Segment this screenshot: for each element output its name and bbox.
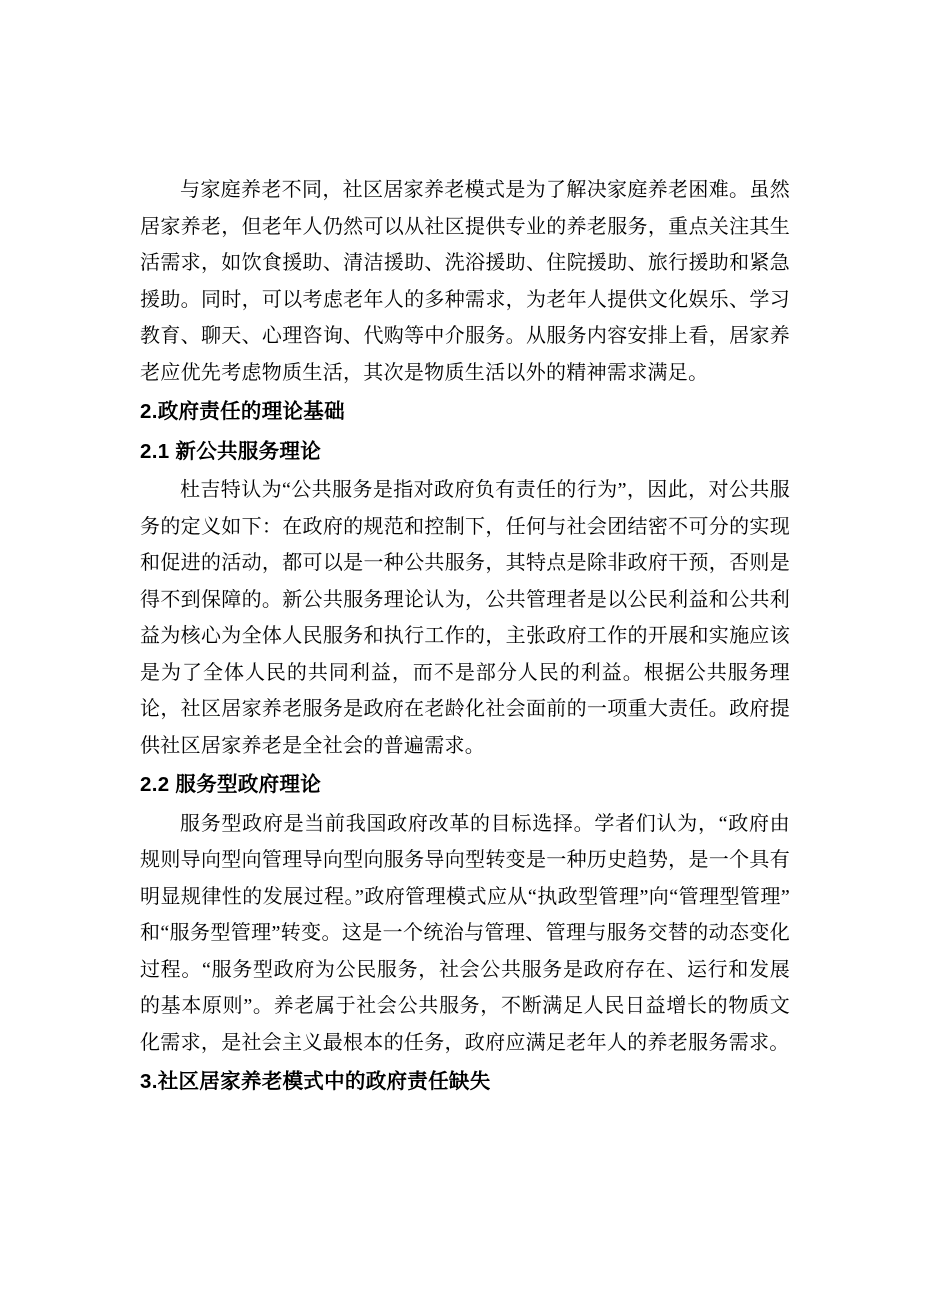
paragraph-new-public-service-theory: 杜吉特认为“公共服务是指对政府负有责任的行为”，因此，对公共服务的定义如下：在政府的规范和控制下，任何与社会团结密不可分的实现和促进的活动，都可以是一种公共服务，其特点是除非政府干预，否则是得不到保障的。新公共服务理论认为，公共管理者是以公民利益和公共利益为核心为全体人民服务和执行工作的，主张政府工作的开展和实施应该是为了全体人民的共同利益，而不是部分人民的利益。根据公共服务理论，社区居家养老服务是政府在老龄化社会面前的一项重大责任。政府提供社区居家养老是全社会的普遍需求。: [140, 479, 790, 757]
paragraph-home-care-intro: 与家庭养老不同，社区居家养老模式是为了解决家庭养老困难。虽然居家养老，但老年人仍然可以从社区提供专业的养老服务，重点关注其生活需求，如饮食援助、清洁援助、洗浴援助、住院援助、旅行援助和紧急援助。同时，可以考虑老年人的多种需求，为老年人提供文化娱乐、学习教育、聊天、心理咨询、代购等中介服务。从服务内容安排上看，居家养老应优先考虑物质生活，其次是物质生活以外的精神需求满足。: [140, 179, 790, 384]
heading-section-3: 3.社区居家养老模式中的政府责任缺失: [140, 1070, 491, 1093]
heading-section-2-1: 2.1 新公共服务理论: [140, 439, 321, 463]
paragraph-service-oriented-government-theory: 服务型政府是当前我国政府改革的目标选择。学者们认为，“政府由规则导向型向管理导向型向服务导向型转变是一种历史趋势，是一个具有明显规律性的发展过程。”政府管理模式应从“执政型管理”向“管理型管理”和“服务型管理”转变。这是一个统治与管理、管理与服务交替的动态变化过程。“服务型政府为公民服务，社会公共服务是政府存在、运行和发展的基本原则”。养老属于社会公共服务，不断满足人民日益增长的物质文化需求，是社会主义最根本的任务，政府应满足老年人的养老服务需求。: [140, 812, 790, 1054]
heading-section-2-2: 2.2 服务型政府理论: [140, 773, 321, 796]
heading-section-2: 2.政府责任的理论基础: [140, 400, 345, 423]
